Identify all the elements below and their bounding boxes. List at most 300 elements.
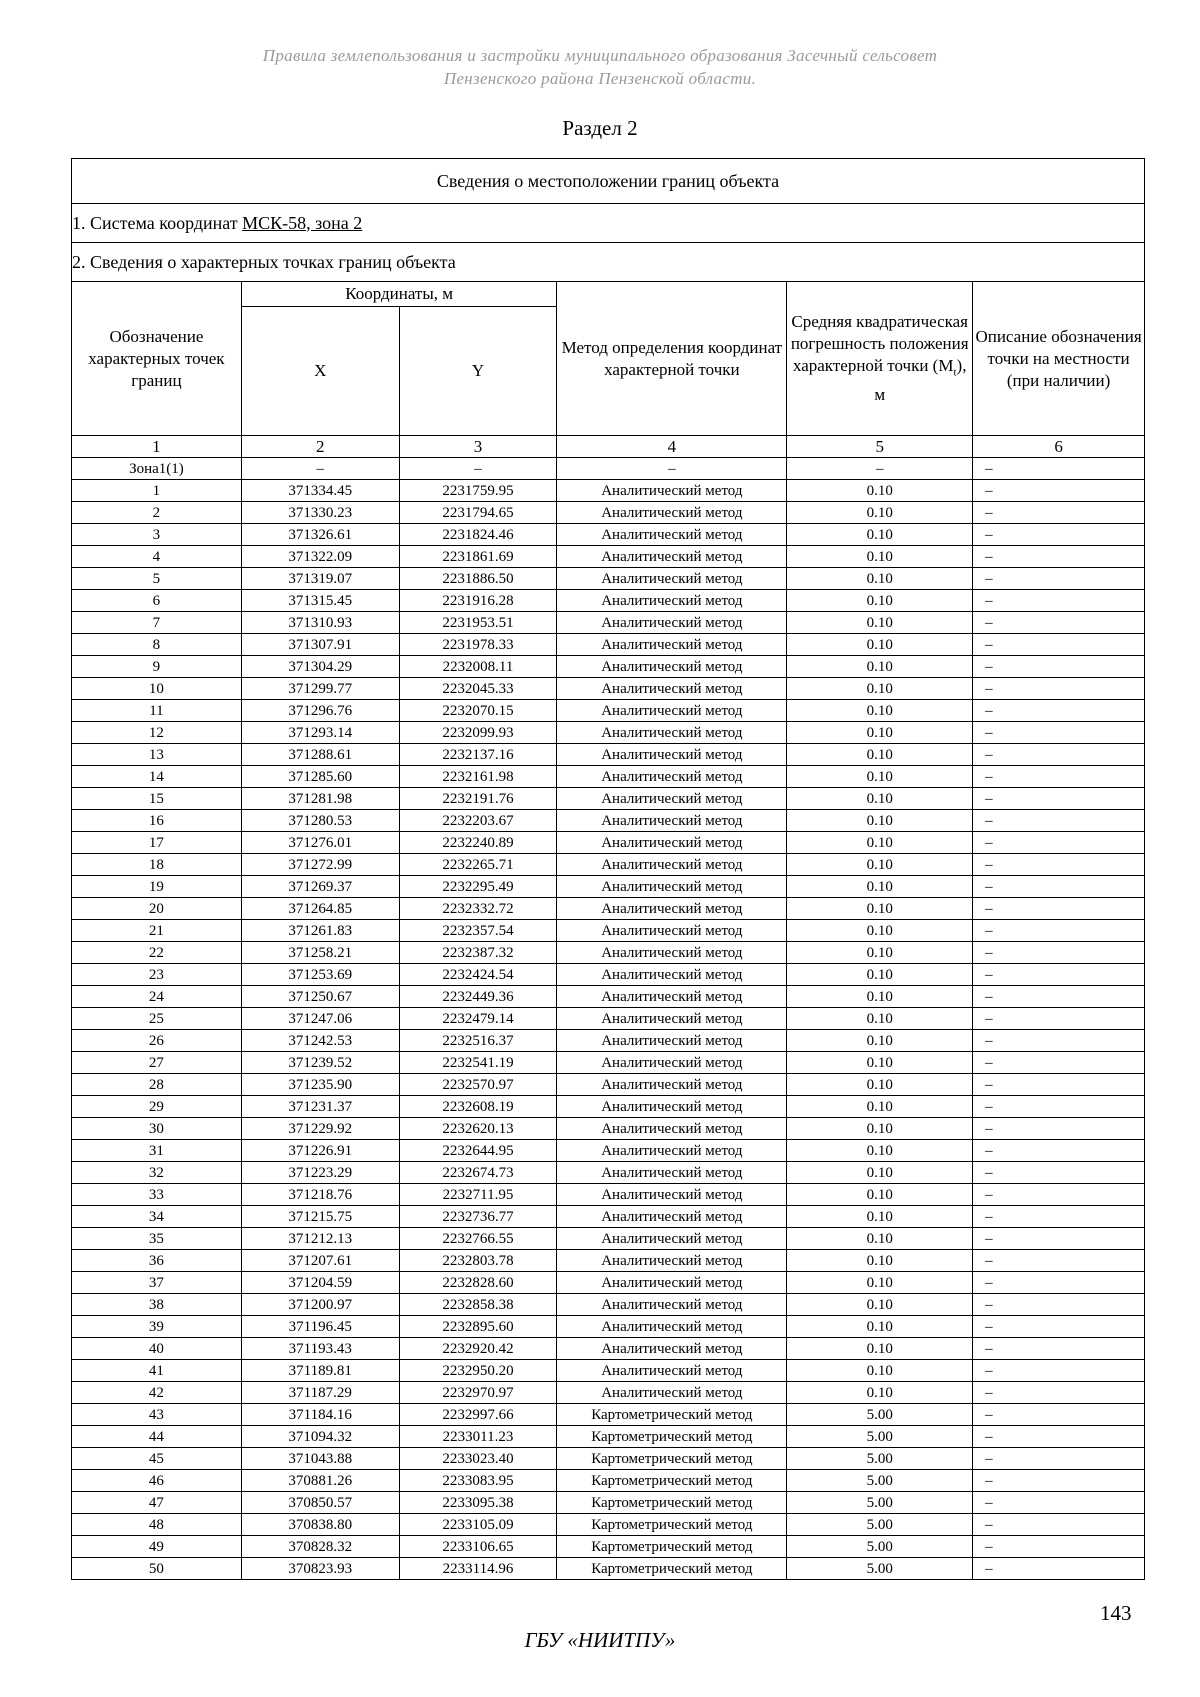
description-cell: –: [973, 656, 1145, 678]
x-coordinate-cell: 371307.91: [241, 634, 399, 656]
x-coordinate-cell: 370838.80: [241, 1514, 399, 1536]
point-id-cell: 25: [72, 1008, 242, 1030]
y-coordinate-cell: 2232479.14: [399, 1008, 557, 1030]
description-cell: –: [973, 1206, 1145, 1228]
x-coordinate-cell: 371187.29: [241, 1382, 399, 1404]
header-error-tail: ), м: [874, 356, 967, 404]
data-rows: [72, 458, 1145, 1580]
point-id-cell: 24: [72, 986, 242, 1008]
table-row: [72, 502, 1145, 524]
table-row: [72, 722, 1145, 744]
description-cell: –: [973, 986, 1145, 1008]
description-cell: –: [973, 1426, 1145, 1448]
x-coordinate-cell: 371235.90: [241, 1074, 399, 1096]
x-coordinate-cell: 371326.61: [241, 524, 399, 546]
description-cell: –: [973, 832, 1145, 854]
page-number: 143: [1100, 1601, 1132, 1625]
x-coordinate-cell: 371229.92: [241, 1118, 399, 1140]
error-cell: 0.10: [787, 1206, 973, 1228]
table-row: [72, 1272, 1145, 1294]
method-cell: Аналитический метод: [557, 634, 787, 656]
table-row: [72, 898, 1145, 920]
method-cell: Картометрический метод: [557, 1558, 787, 1580]
column-number: 5: [787, 436, 973, 458]
y-coordinate-cell: 2231978.33: [399, 634, 557, 656]
method-cell: Аналитический метод: [557, 722, 787, 744]
error-cell: 0.10: [787, 1096, 973, 1118]
method-cell: Картометрический метод: [557, 1470, 787, 1492]
description-cell: –: [973, 1470, 1145, 1492]
error-cell: 0.10: [787, 502, 973, 524]
error-cell: 0.10: [787, 876, 973, 898]
x-coordinate-cell: 370828.32: [241, 1536, 399, 1558]
method-cell: Аналитический метод: [557, 1228, 787, 1250]
y-coordinate-cell: 2232620.13: [399, 1118, 557, 1140]
point-id-cell: 19: [72, 876, 242, 898]
coord-system-row: [72, 204, 1145, 243]
error-cell: 0.10: [787, 568, 973, 590]
table-row: [72, 1052, 1145, 1074]
method-cell: Аналитический метод: [557, 656, 787, 678]
y-coordinate-cell: 2233095.38: [399, 1492, 557, 1514]
y-coordinate-cell: 2232736.77: [399, 1206, 557, 1228]
description-cell: –: [973, 568, 1145, 590]
x-coordinate-cell: 371296.76: [241, 700, 399, 722]
y-coordinate-cell: 2231794.65: [399, 502, 557, 524]
table-row: [72, 1184, 1145, 1206]
method-cell: Картометрический метод: [557, 1536, 787, 1558]
column-number-row: [72, 436, 1145, 458]
x-coordinate-cell: 371288.61: [241, 744, 399, 766]
point-id-cell: 11: [72, 700, 242, 722]
point-id-cell: 23: [72, 964, 242, 986]
error-cell: 0.10: [787, 964, 973, 986]
error-cell: 0.10: [787, 1052, 973, 1074]
table-row: [72, 1140, 1145, 1162]
description-cell: –: [973, 678, 1145, 700]
x-coordinate-cell: 371189.81: [241, 1360, 399, 1382]
method-cell: Аналитический метод: [557, 898, 787, 920]
point-id-cell: 5: [72, 568, 242, 590]
error-cell: 0.10: [787, 1294, 973, 1316]
method-cell: Аналитический метод: [557, 1360, 787, 1382]
point-id-cell: 13: [72, 744, 242, 766]
description-cell: –: [973, 1118, 1145, 1140]
error-cell: 0.10: [787, 634, 973, 656]
point-id-cell: 40: [72, 1338, 242, 1360]
x-coordinate-cell: 371285.60: [241, 766, 399, 788]
y-coordinate-cell: 2232203.67: [399, 810, 557, 832]
description-cell: –: [973, 766, 1145, 788]
y-coordinate-cell: 2232997.66: [399, 1404, 557, 1426]
description-cell: –: [973, 458, 1145, 480]
x-coordinate-cell: 371330.23: [241, 502, 399, 524]
description-cell: –: [973, 1360, 1145, 1382]
x-coordinate-cell: 371304.29: [241, 656, 399, 678]
point-id-cell: 30: [72, 1118, 242, 1140]
column-number: 6: [973, 436, 1145, 458]
x-coordinate-cell: 371242.53: [241, 1030, 399, 1052]
y-coordinate-cell: 2231886.50: [399, 568, 557, 590]
method-cell: Аналитический метод: [557, 1338, 787, 1360]
y-coordinate-cell: 2232449.36: [399, 986, 557, 1008]
description-cell: –: [973, 480, 1145, 502]
y-coordinate-cell: 2233105.09: [399, 1514, 557, 1536]
method-cell: Аналитический метод: [557, 1118, 787, 1140]
description-cell: –: [973, 1338, 1145, 1360]
description-cell: –: [973, 1030, 1145, 1052]
point-id-cell: 2: [72, 502, 242, 524]
table-row: [72, 942, 1145, 964]
y-coordinate-cell: 2232541.19: [399, 1052, 557, 1074]
method-cell: Аналитический метод: [557, 612, 787, 634]
table-row: [72, 1536, 1145, 1558]
error-cell: 0.10: [787, 810, 973, 832]
header-error-main: Средняя квадратическая погрешность положения характерной точки (M: [790, 312, 969, 376]
method-cell: Аналитический метод: [557, 1074, 787, 1096]
description-cell: –: [973, 1492, 1145, 1514]
point-id-cell: 18: [72, 854, 242, 876]
error-cell: 0.10: [787, 788, 973, 810]
point-id-cell: 22: [72, 942, 242, 964]
y-coordinate-cell: 2232070.15: [399, 700, 557, 722]
error-cell: –: [787, 458, 973, 480]
error-cell: 0.10: [787, 1118, 973, 1140]
table-row: [72, 810, 1145, 832]
y-coordinate-cell: 2233083.95: [399, 1470, 557, 1492]
y-coordinate-cell: 2232920.42: [399, 1338, 557, 1360]
table-row: [72, 612, 1145, 634]
x-coordinate-cell: 370881.26: [241, 1470, 399, 1492]
x-coordinate-cell: 371193.43: [241, 1338, 399, 1360]
error-cell: 0.10: [787, 612, 973, 634]
point-id-cell: 28: [72, 1074, 242, 1096]
table-row: [72, 1008, 1145, 1030]
method-cell: Аналитический метод: [557, 1052, 787, 1074]
y-coordinate-cell: 2232950.20: [399, 1360, 557, 1382]
method-cell: Аналитический метод: [557, 964, 787, 986]
column-number: 3: [399, 436, 557, 458]
y-coordinate-cell: 2232895.60: [399, 1316, 557, 1338]
table-row: [72, 1030, 1145, 1052]
description-cell: –: [973, 1536, 1145, 1558]
point-id-cell: 42: [72, 1382, 242, 1404]
error-cell: 0.10: [787, 898, 973, 920]
error-cell: 5.00: [787, 1470, 973, 1492]
point-id-cell: 38: [72, 1294, 242, 1316]
error-cell: 0.10: [787, 590, 973, 612]
points-info: 2. Сведения о характерных точках границ объекта: [72, 243, 1145, 282]
y-coordinate-cell: 2232295.49: [399, 876, 557, 898]
y-coordinate-cell: 2232674.73: [399, 1162, 557, 1184]
y-coordinate-cell: 2232161.98: [399, 766, 557, 788]
method-cell: Аналитический метод: [557, 1184, 787, 1206]
method-cell: Аналитический метод: [557, 744, 787, 766]
point-id-cell: 32: [72, 1162, 242, 1184]
point-id-cell: 35: [72, 1228, 242, 1250]
description-cell: –: [973, 1096, 1145, 1118]
x-coordinate-cell: 371264.85: [241, 898, 399, 920]
description-cell: –: [973, 876, 1145, 898]
header-error-sub: t: [953, 366, 957, 379]
description-cell: –: [973, 1140, 1145, 1162]
table-row: [72, 590, 1145, 612]
description-cell: –: [973, 612, 1145, 634]
y-coordinate-cell: 2232711.95: [399, 1184, 557, 1206]
y-coordinate-cell: 2233106.65: [399, 1536, 557, 1558]
description-cell: –: [973, 634, 1145, 656]
error-cell: 0.10: [787, 678, 973, 700]
point-id-cell: 37: [72, 1272, 242, 1294]
description-cell: –: [973, 1448, 1145, 1470]
method-cell: Аналитический метод: [557, 920, 787, 942]
error-cell: 0.10: [787, 1140, 973, 1162]
x-coordinate-cell: 371310.93: [241, 612, 399, 634]
point-id-cell: Зона1(1): [72, 458, 242, 480]
error-cell: 0.10: [787, 1382, 973, 1404]
description-cell: –: [973, 700, 1145, 722]
description-cell: –: [973, 1272, 1145, 1294]
x-coordinate-cell: 371043.88: [241, 1448, 399, 1470]
description-cell: –: [973, 524, 1145, 546]
table-row: [72, 788, 1145, 810]
point-id-cell: 16: [72, 810, 242, 832]
table-row: [72, 1162, 1145, 1184]
boundary-points-table: [71, 158, 1145, 1580]
x-coordinate-cell: 371226.91: [241, 1140, 399, 1162]
description-cell: –: [973, 1294, 1145, 1316]
error-cell: 5.00: [787, 1514, 973, 1536]
table-row: [72, 766, 1145, 788]
description-cell: –: [973, 546, 1145, 568]
error-cell: 0.10: [787, 920, 973, 942]
header-error: [787, 282, 973, 436]
description-cell: –: [973, 854, 1145, 876]
table-row: [72, 1118, 1145, 1140]
point-id-cell: 27: [72, 1052, 242, 1074]
x-coordinate-cell: 371299.77: [241, 678, 399, 700]
description-cell: –: [973, 1514, 1145, 1536]
description-cell: –: [973, 1382, 1145, 1404]
point-id-cell: 43: [72, 1404, 242, 1426]
description-cell: –: [973, 1228, 1145, 1250]
table-row: [72, 546, 1145, 568]
y-coordinate-cell: 2232766.55: [399, 1228, 557, 1250]
x-coordinate-cell: 371272.99: [241, 854, 399, 876]
error-cell: 5.00: [787, 1426, 973, 1448]
table-row: [72, 480, 1145, 502]
table-row: [72, 656, 1145, 678]
description-cell: –: [973, 590, 1145, 612]
point-id-cell: 48: [72, 1514, 242, 1536]
description-cell: –: [973, 920, 1145, 942]
x-coordinate-cell: 370823.93: [241, 1558, 399, 1580]
x-coordinate-cell: 371250.67: [241, 986, 399, 1008]
table-row: [72, 1206, 1145, 1228]
table-row: [72, 1514, 1145, 1536]
table-title: Сведения о местоположении границ объекта: [72, 159, 1145, 204]
error-cell: 0.10: [787, 986, 973, 1008]
error-cell: 0.10: [787, 546, 973, 568]
y-coordinate-cell: 2232424.54: [399, 964, 557, 986]
y-coordinate-cell: 2233114.96: [399, 1558, 557, 1580]
table-row: [72, 700, 1145, 722]
table-row: [72, 964, 1145, 986]
point-id-cell: 4: [72, 546, 242, 568]
point-id-cell: 3: [72, 524, 242, 546]
x-coordinate-cell: 371247.06: [241, 1008, 399, 1030]
description-cell: –: [973, 744, 1145, 766]
error-cell: 5.00: [787, 1558, 973, 1580]
error-cell: 0.10: [787, 1272, 973, 1294]
y-coordinate-cell: 2232516.37: [399, 1030, 557, 1052]
x-coordinate-cell: 371253.69: [241, 964, 399, 986]
error-cell: 0.10: [787, 722, 973, 744]
description-cell: –: [973, 502, 1145, 524]
point-id-cell: 12: [72, 722, 242, 744]
error-cell: 0.10: [787, 1338, 973, 1360]
description-cell: –: [973, 722, 1145, 744]
x-coordinate-cell: 371212.13: [241, 1228, 399, 1250]
x-coordinate-cell: 371231.37: [241, 1096, 399, 1118]
x-coordinate-cell: 371334.45: [241, 480, 399, 502]
y-coordinate-cell: 2232828.60: [399, 1272, 557, 1294]
method-cell: Аналитический метод: [557, 524, 787, 546]
method-cell: Аналитический метод: [557, 568, 787, 590]
method-cell: Аналитический метод: [557, 1008, 787, 1030]
header-designation: Обозначение характерных точек границ: [72, 282, 242, 436]
x-coordinate-cell: 371281.98: [241, 788, 399, 810]
y-coordinate-cell: 2232387.32: [399, 942, 557, 964]
coord-system-label: 1. Система координат: [72, 212, 243, 233]
x-coordinate-cell: 371269.37: [241, 876, 399, 898]
method-cell: Аналитический метод: [557, 546, 787, 568]
table-row: [72, 1382, 1145, 1404]
x-coordinate-cell: 371315.45: [241, 590, 399, 612]
header-line-1: Правила землепользования и застройки муниципального образования Засечный сельсовет: [262, 46, 938, 65]
y-coordinate-cell: 2232608.19: [399, 1096, 557, 1118]
point-id-cell: 15: [72, 788, 242, 810]
point-id-cell: 29: [72, 1096, 242, 1118]
table-row: [72, 1316, 1145, 1338]
x-coordinate-cell: 371258.21: [241, 942, 399, 964]
x-coordinate-cell: 371200.97: [241, 1294, 399, 1316]
x-coordinate-cell: 371184.16: [241, 1404, 399, 1426]
point-id-cell: 36: [72, 1250, 242, 1272]
column-number: 4: [557, 436, 787, 458]
method-cell: Аналитический метод: [557, 1162, 787, 1184]
error-cell: 0.10: [787, 1228, 973, 1250]
error-cell: 0.10: [787, 766, 973, 788]
method-cell: Картометрический метод: [557, 1448, 787, 1470]
x-coordinate-cell: 371322.09: [241, 546, 399, 568]
y-coordinate-cell: –: [399, 458, 557, 480]
error-cell: 0.10: [787, 524, 973, 546]
table-row: [72, 1448, 1145, 1470]
section-title: Раздел 2: [562, 116, 638, 140]
method-cell: Аналитический метод: [557, 1272, 787, 1294]
method-cell: Аналитический метод: [557, 854, 787, 876]
description-cell: –: [973, 1074, 1145, 1096]
method-cell: Аналитический метод: [557, 678, 787, 700]
y-coordinate-cell: 2232137.16: [399, 744, 557, 766]
method-cell: Аналитический метод: [557, 1382, 787, 1404]
x-coordinate-cell: –: [241, 458, 399, 480]
y-coordinate-cell: 2232008.11: [399, 656, 557, 678]
point-id-cell: 1: [72, 480, 242, 502]
document-header: [0, 44, 1200, 90]
table-row: [72, 1096, 1145, 1118]
y-coordinate-cell: 2231861.69: [399, 546, 557, 568]
table-row: [72, 678, 1145, 700]
point-id-cell: 8: [72, 634, 242, 656]
method-cell: Аналитический метод: [557, 876, 787, 898]
y-coordinate-cell: 2232045.33: [399, 678, 557, 700]
y-coordinate-cell: 2232570.97: [399, 1074, 557, 1096]
point-id-cell: 7: [72, 612, 242, 634]
header-y: Y: [399, 307, 557, 436]
column-number: 1: [72, 436, 242, 458]
header-row-top: [72, 282, 1145, 307]
x-coordinate-cell: 371280.53: [241, 810, 399, 832]
error-cell: 0.10: [787, 942, 973, 964]
y-coordinate-cell: 2232332.72: [399, 898, 557, 920]
description-cell: –: [973, 1316, 1145, 1338]
point-id-cell: 45: [72, 1448, 242, 1470]
method-cell: Картометрический метод: [557, 1514, 787, 1536]
error-cell: 0.10: [787, 480, 973, 502]
y-coordinate-cell: 2231916.28: [399, 590, 557, 612]
point-id-cell: 44: [72, 1426, 242, 1448]
x-coordinate-cell: 371218.76: [241, 1184, 399, 1206]
header-x: X: [241, 307, 399, 436]
header-method: Метод определения координат характерной точки: [557, 282, 787, 436]
table-row: [72, 458, 1145, 480]
y-coordinate-cell: 2231824.46: [399, 524, 557, 546]
method-cell: Аналитический метод: [557, 788, 787, 810]
method-cell: Картометрический метод: [557, 1404, 787, 1426]
table-row: [72, 634, 1145, 656]
point-id-cell: 6: [72, 590, 242, 612]
method-cell: –: [557, 458, 787, 480]
column-number: 2: [241, 436, 399, 458]
x-coordinate-cell: 371239.52: [241, 1052, 399, 1074]
point-id-cell: 46: [72, 1470, 242, 1492]
error-cell: 0.10: [787, 1074, 973, 1096]
method-cell: Аналитический метод: [557, 1096, 787, 1118]
method-cell: Картометрический метод: [557, 1492, 787, 1514]
x-coordinate-cell: 371261.83: [241, 920, 399, 942]
error-cell: 0.10: [787, 854, 973, 876]
x-coordinate-cell: 371094.32: [241, 1426, 399, 1448]
y-coordinate-cell: 2233011.23: [399, 1426, 557, 1448]
method-cell: Аналитический метод: [557, 502, 787, 524]
method-cell: Аналитический метод: [557, 1030, 787, 1052]
method-cell: Аналитический метод: [557, 1206, 787, 1228]
method-cell: Аналитический метод: [557, 1316, 787, 1338]
error-cell: 0.10: [787, 1316, 973, 1338]
table-title-row: [72, 159, 1145, 204]
table-row: [72, 1558, 1145, 1580]
point-id-cell: 14: [72, 766, 242, 788]
x-coordinate-cell: 371319.07: [241, 568, 399, 590]
table-row: [72, 986, 1145, 1008]
error-cell: 0.10: [787, 832, 973, 854]
method-cell: Аналитический метод: [557, 480, 787, 502]
x-coordinate-cell: 371215.75: [241, 1206, 399, 1228]
method-cell: Аналитический метод: [557, 810, 787, 832]
x-coordinate-cell: 371293.14: [241, 722, 399, 744]
